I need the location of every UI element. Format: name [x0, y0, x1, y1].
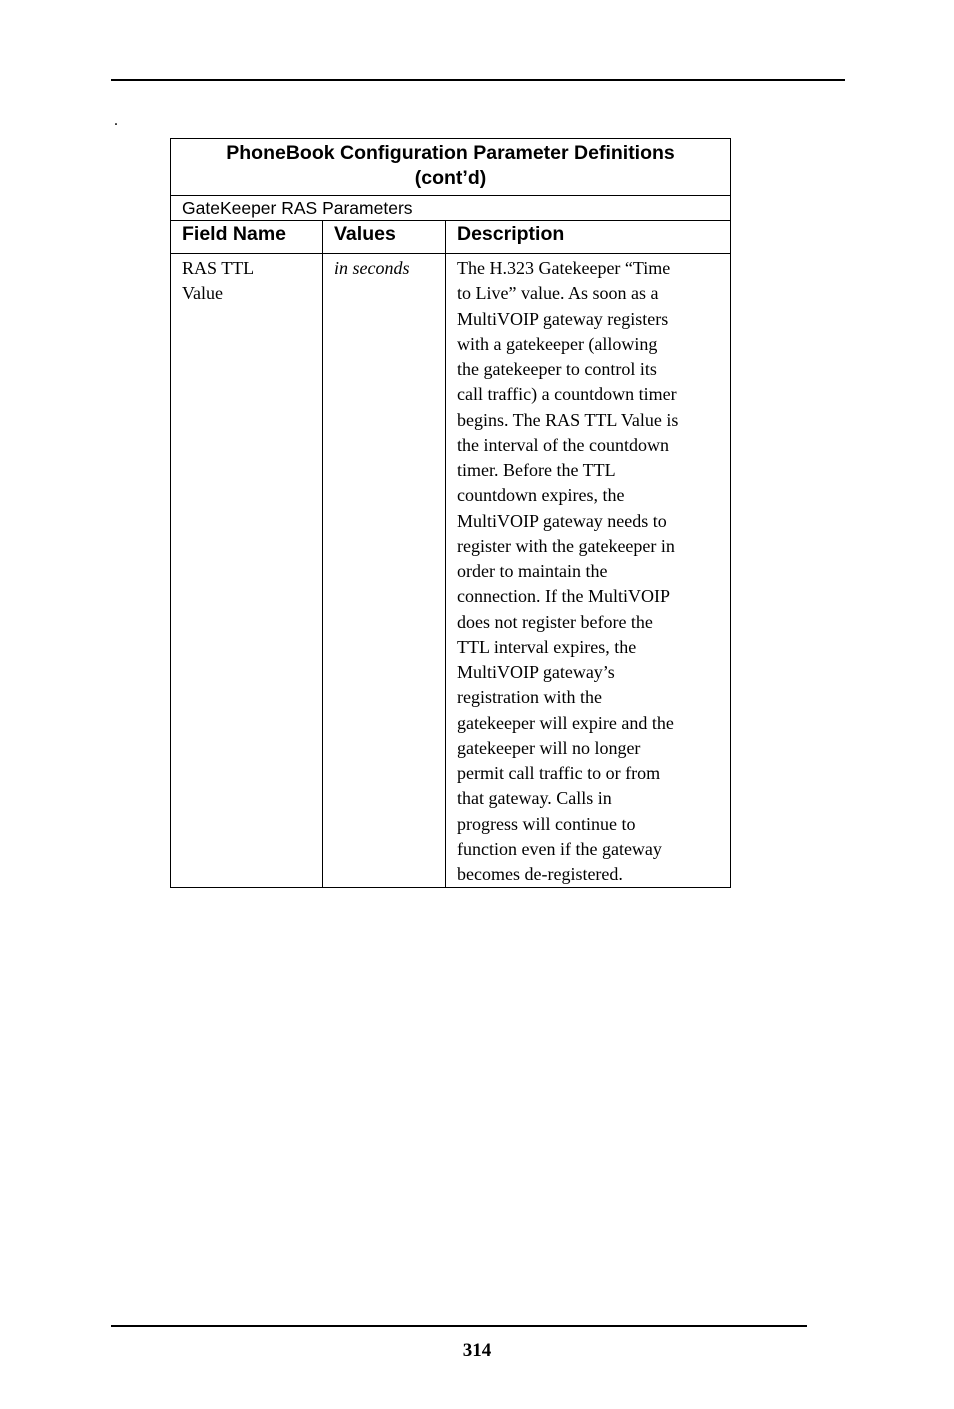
description-line: the gatekeeper to control its: [457, 359, 657, 379]
description-line: register with the gatekeeper in: [457, 535, 675, 556]
description-line: function even if the gateway: [457, 838, 662, 859]
description-line: begins. The RAS TTL Value is: [457, 409, 679, 430]
values-cell: [323, 254, 446, 888]
description-line: registration with the: [457, 687, 602, 708]
description-cell: [446, 254, 731, 888]
description-line: with a gatekeeper (allowing: [457, 333, 658, 354]
table-title-line-1: PhoneBook Configuration Parameter Definitions: [226, 142, 675, 164]
table-title-line-2: (cont’d): [414, 167, 487, 189]
field-name-cell: [171, 254, 323, 888]
description-line: call traffic) a countdown timer: [457, 384, 677, 405]
stray-mark: .: [114, 112, 118, 129]
table-row: [171, 254, 731, 888]
values-text: in seconds: [334, 258, 410, 278]
field-name-line: Value: [182, 283, 223, 304]
column-header-description: Description: [446, 221, 731, 254]
table-title: [171, 139, 731, 196]
description-line: the interval of the countdown: [457, 434, 669, 455]
parameter-definitions-table: [170, 138, 731, 888]
description-line: gatekeeper will expire and the: [457, 712, 674, 733]
description-line: MultiVOIP gateway’s: [457, 662, 615, 682]
field-name-line: RAS TTL: [182, 258, 255, 278]
description-line: permit call traffic to or from: [457, 763, 661, 783]
page-number: 314: [462, 1340, 492, 1361]
description-line: The H.323 Gatekeeper “Time: [457, 258, 671, 278]
description-line: does not register before the: [457, 611, 653, 632]
footer-rule: [111, 1325, 807, 1327]
description-line: gatekeeper will no longer: [457, 737, 641, 758]
description-line: to Live” value. As soon as a: [457, 283, 659, 304]
section-heading: GateKeeper RAS Parameters: [171, 196, 731, 221]
description-line: connection. If the MultiVOIP: [457, 586, 670, 607]
column-header-field-name: Field Name: [171, 221, 323, 254]
description-line: order to maintain the: [457, 561, 608, 581]
header-rule: [111, 79, 845, 81]
description-line: timer. Before the TTL: [457, 460, 616, 480]
description-line: MultiVOIP gateway registers: [457, 308, 669, 329]
description-line: that gateway. Calls in: [457, 788, 612, 809]
description-line: becomes de-registered.: [457, 864, 623, 884]
description-line: progress will continue to: [457, 813, 636, 834]
column-header-values: Values: [323, 221, 446, 254]
description-line: TTL interval expires, the: [457, 636, 637, 657]
description-line: MultiVOIP gateway needs to: [457, 510, 667, 531]
description-line: countdown expires, the: [457, 485, 625, 506]
